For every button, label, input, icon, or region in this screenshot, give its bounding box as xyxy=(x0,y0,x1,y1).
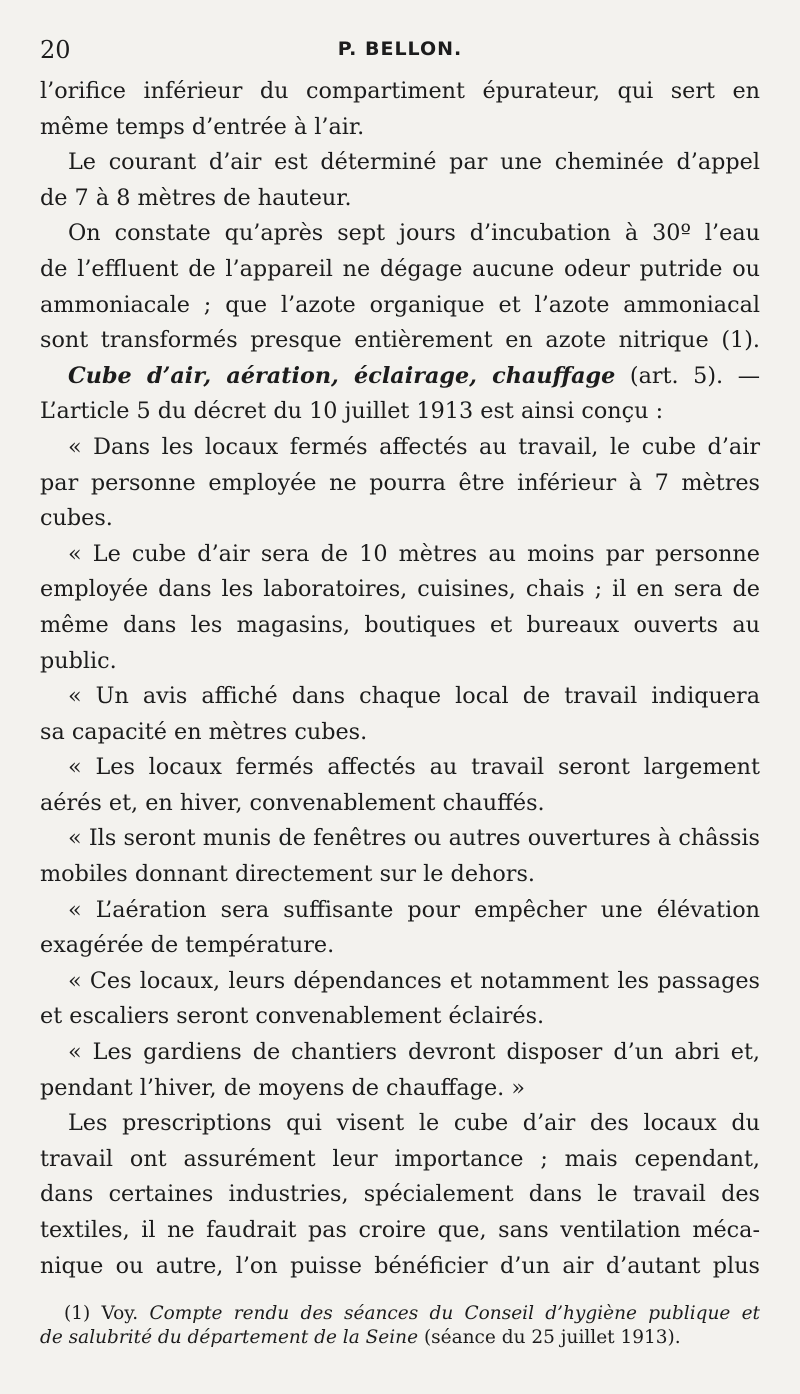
text-line: « Ils seront munis de fenêtres ou autres ouvertures à châssis xyxy=(68,825,760,852)
paragraph xyxy=(40,964,760,1035)
text-run: (art. 5). — xyxy=(629,362,760,389)
paragraph xyxy=(40,750,760,821)
text-line: public. xyxy=(40,647,117,674)
footnote-line xyxy=(40,1326,760,1350)
footnote-title-cont: de salubrité du département de la Seine xyxy=(40,1327,419,1348)
text-line: par personne employée ne pourra être inférieur à 7 mètres xyxy=(40,469,760,496)
paragraph xyxy=(40,893,760,964)
running-head: P. BELLON. xyxy=(337,38,463,60)
text-line: de l’effluent de l’appareil ne dégage aucune odeur putride ou xyxy=(40,255,760,282)
paragraph xyxy=(40,1106,760,1284)
footnote xyxy=(40,1302,760,1350)
text-line: de 7 à 8 mètres de hauteur. xyxy=(40,184,352,211)
text-line: « Dans les locaux fermés affectés au travail, le cube d’air xyxy=(68,433,760,460)
text-line: nique ou autre, l’on puisse bénéficier d’un air d’autant plus xyxy=(40,1252,760,1279)
text-line: même dans les magasins, boutiques et bureaux ouverts au xyxy=(40,611,760,638)
paragraph xyxy=(40,430,760,537)
text-line: dans certaines industries, spécialement dans le travail des xyxy=(40,1181,760,1208)
paragraph xyxy=(40,1035,760,1106)
text-line: Le courant d’air est déterminé par une cheminée d’appel xyxy=(68,149,760,176)
text-line: « Ces locaux, leurs dépendances et notamment les passages xyxy=(68,967,760,994)
text-line: cubes. xyxy=(40,505,113,532)
section-heading-line xyxy=(40,359,760,395)
text-line: ammoniacale ; que l’azote organique et l’azote ammoniacal xyxy=(40,291,760,318)
footnote-marker: (1) xyxy=(64,1303,91,1324)
text-line: Les prescriptions qui visent le cube d’air des locaux du xyxy=(68,1110,760,1137)
text-line: pendant l’hiver, de moyens de chauffage. » xyxy=(40,1074,525,1101)
text-line: « Les gardiens de chantiers devront disposer d’un abri et, xyxy=(68,1039,760,1066)
text-line: employée dans les laboratoires, cuisines, chais ; il en sera de xyxy=(40,576,760,603)
text-line: On constate qu’après sept jours d’incubation à 30º l’eau xyxy=(68,220,760,247)
section-heading: Cube d’air, aération, éclairage, chauffage xyxy=(68,362,616,389)
text-line: L’article 5 du décret du 10 juillet 1913 est ainsi conçu : xyxy=(40,398,664,425)
footnote-title: Compte rendu des séances du Conseil d’hygiène publique et xyxy=(149,1303,760,1324)
text-line: textiles, il ne faudrait pas croire que, sans ventilation méca- xyxy=(40,1217,760,1243)
paragraph xyxy=(40,679,760,750)
paragraph xyxy=(40,821,760,892)
page-number: 20 xyxy=(40,36,71,64)
footnote-session: (séance du 25 juillet 1913). xyxy=(423,1327,681,1348)
text-line: « Les locaux fermés affectés au travail seront largement xyxy=(68,754,760,781)
footnote-voy: Voy. xyxy=(101,1303,139,1324)
paragraph xyxy=(40,359,760,430)
paragraph xyxy=(40,145,760,216)
footnote-line xyxy=(40,1302,760,1326)
text-line: même temps d’entrée à l’air. xyxy=(40,113,365,140)
text-line: l’orifice inférieur du compartiment épurateur, qui sert en xyxy=(40,78,760,104)
text-line: travail ont assurément leur importance ; mais cependant, xyxy=(40,1145,760,1172)
paragraph xyxy=(40,537,760,679)
text-line: aérés et, en hiver, convenablement chauffés. xyxy=(40,789,545,816)
paragraph xyxy=(40,216,760,358)
text-line: exagérée de température. xyxy=(40,932,335,959)
page-header xyxy=(40,30,760,74)
text-line: mobiles donnant directement sur le dehors. xyxy=(40,861,535,888)
text-line: et escaliers seront convenablement éclairés. xyxy=(40,1003,545,1030)
text-line: sa capacité en mètres cubes. xyxy=(40,718,368,745)
text-line: « Un avis affiché dans chaque local de travail indiquera xyxy=(68,683,760,710)
text-line: « L’aération sera suffisante pour empêcher une élévation xyxy=(68,896,760,923)
text-line: sont transformés presque entièrement en azote nitrique (1). xyxy=(40,327,760,354)
body-text xyxy=(40,74,760,1284)
paragraph xyxy=(40,74,760,145)
text-line: « Le cube d’air sera de 10 mètres au moins par personne xyxy=(68,540,760,567)
